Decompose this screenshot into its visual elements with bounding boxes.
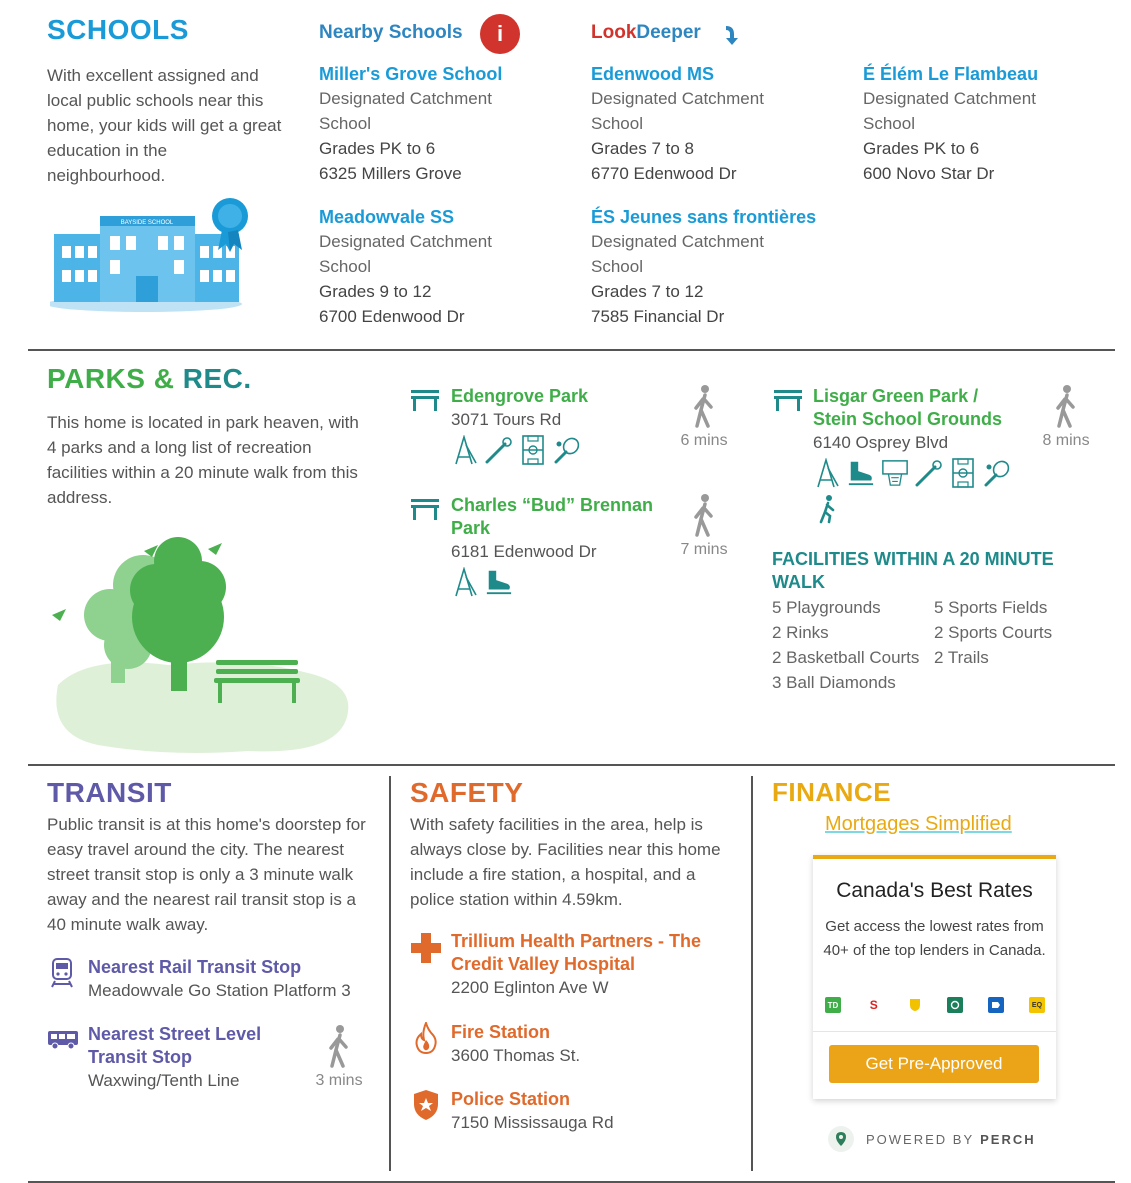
eq-bank-logo-icon: EQ <box>1029 997 1045 1013</box>
park-facility-icons <box>451 567 671 597</box>
skate-icon <box>847 458 875 488</box>
card-body: Get access the lowest rates from 40+ of the top lenders in Canada. <box>823 918 1046 959</box>
school-type: Designated Catchment <box>591 89 764 108</box>
school-name[interactable]: É Élém Le Flambeau <box>863 64 1039 84</box>
walking-person-icon <box>689 493 719 537</box>
park-address: 6140 Osprey Blvd <box>813 433 949 452</box>
fire-station-address: 3600 Thomas St. <box>451 1046 581 1065</box>
school-name[interactable]: Miller's Grove School <box>319 64 503 84</box>
divider <box>28 349 1115 351</box>
park-name-cont[interactable]: Park <box>451 518 491 538</box>
rail-stop-address: Meadowvale Go Station Platform 3 <box>88 981 351 1000</box>
baseball-icon <box>915 458 943 488</box>
park-name[interactable]: Charles “Bud” Brennan <box>451 495 654 515</box>
hospital-cross-icon <box>410 932 442 964</box>
park-facility-icons <box>451 435 661 465</box>
lookdeeper-part-deeper: Deeper <box>636 22 701 43</box>
school-sign-text: BAYSIDE SCHOOL <box>120 220 174 226</box>
card-divider <box>813 1031 1056 1032</box>
arrow-down-icon <box>722 24 740 46</box>
school-type: Designated Catchment <box>319 232 492 251</box>
powered-by-prefix: POWERED BY <box>866 1131 975 1147</box>
school-address: 7585 Financial Dr <box>591 307 725 326</box>
police-station-item[interactable] <box>451 1088 741 1134</box>
playground-icon <box>451 567 479 597</box>
fire-station-name[interactable]: Fire Station <box>451 1022 551 1042</box>
rates-card <box>813 855 1056 1099</box>
park-name-cont[interactable]: Stein School Grounds <box>813 409 1003 429</box>
school-card[interactable] <box>591 62 831 186</box>
parks-title-part1: PARKS <box>47 363 146 394</box>
sports-field-icon <box>519 435 547 465</box>
school-address: 6770 Edenwood Dr <box>591 164 737 183</box>
school-type: Designated Catchment <box>591 232 764 251</box>
rail-transit-stop[interactable] <box>88 956 378 1002</box>
school-address: 6700 Edenwood Dr <box>319 307 465 326</box>
hsbc-logo-icon <box>947 997 963 1013</box>
lookdeeper-part-look: Look <box>591 22 637 43</box>
train-icon <box>50 957 74 989</box>
tennis-icon <box>983 458 1011 488</box>
schools-title: SCHOOLS <box>47 14 189 45</box>
baseball-icon <box>485 435 513 465</box>
school-name[interactable]: Edenwood MS <box>591 64 714 84</box>
police-station-name[interactable]: Police Station <box>451 1089 571 1109</box>
hospital-name[interactable]: Trillium Health Partners - The <box>451 931 702 951</box>
facility-count: 2 Rinks <box>772 623 829 642</box>
lookdeeper-link[interactable] <box>591 22 701 44</box>
lender-logos <box>825 997 1045 1013</box>
facility-count: 2 Sports Courts <box>934 623 1053 642</box>
school-address: 6325 Millers Grove <box>319 164 462 183</box>
divider <box>389 776 391 1171</box>
park-name[interactable]: Lisgar Green Park / <box>813 386 979 406</box>
facility-count: 2 Basketball Courts <box>772 648 920 667</box>
school-card[interactable] <box>319 62 559 186</box>
facility-count: 5 Playgrounds <box>772 598 881 617</box>
walk-time <box>672 384 736 450</box>
park-item[interactable] <box>813 385 1045 524</box>
tennis-icon <box>553 435 581 465</box>
park-facility-icons <box>813 458 1023 524</box>
walk-minutes: 6 mins <box>680 432 728 449</box>
park-illustration <box>48 535 353 757</box>
scotiabank-logo-icon: S <box>866 997 882 1013</box>
parks-description: This home is located in park heaven, with 4 parks and a long list of recreation facilities within a 20 minute walk from this address. <box>47 413 359 507</box>
nearby-schools-label: Nearby Schools <box>319 22 463 43</box>
transit-description: Public transit is at this home's doorstep for easy travel around the city. The nearest street transit stop is only a 3 minute walk away and the nearest rail transit stop is a 40 minute walk away. <box>47 815 366 934</box>
skate-icon <box>485 567 513 597</box>
cibc-logo-icon <box>907 997 923 1013</box>
school-type-cont: School <box>863 114 915 133</box>
walk-minutes: 3 mins <box>315 1072 363 1089</box>
powered-by-perch[interactable] <box>828 1126 1036 1152</box>
school-name[interactable]: Meadowvale SS <box>319 207 455 227</box>
park-address: 3071 Tours Rd <box>451 410 562 429</box>
parks-title-part2: REC. <box>182 363 252 394</box>
street-stop-title-cont[interactable]: Transit Stop <box>88 1047 193 1067</box>
safety-title: SAFETY <box>410 777 524 808</box>
divider <box>28 764 1115 766</box>
bench-icon <box>410 497 440 521</box>
bus-icon <box>47 1030 79 1050</box>
trail-icon <box>813 494 841 524</box>
mortgages-simplified-link[interactable]: Mortgages Simplified <box>825 813 1012 835</box>
bench-icon <box>773 388 803 412</box>
park-name[interactable]: Edengrove Park <box>451 386 589 406</box>
walk-time <box>672 493 736 559</box>
basketball-icon <box>881 458 909 488</box>
facilities-summary <box>772 548 1092 695</box>
facility-count: 5 Sports Fields <box>934 598 1048 617</box>
street-stop-address: Waxwing/Tenth Line <box>88 1071 240 1090</box>
parks-title-amp: & <box>153 363 175 394</box>
rail-stop-title[interactable]: Nearest Rail Transit Stop <box>88 957 302 977</box>
facility-count: 3 Ball Diamonds <box>772 673 896 692</box>
school-grades: Grades 7 to 12 <box>591 282 704 301</box>
bench-icon <box>410 388 440 412</box>
schools-description: With excellent assigned and local public schools near this home, your kids will get a great education in the neighbourhood. <box>47 66 282 185</box>
td-logo-icon: TD <box>825 997 841 1013</box>
divider <box>751 776 753 1171</box>
school-grades: Grades PK to 6 <box>319 139 436 158</box>
school-card[interactable] <box>863 62 1103 186</box>
sports-field-icon <box>949 458 977 488</box>
school-card[interactable] <box>591 205 831 329</box>
facility-count: 2 Trails <box>934 648 989 667</box>
perch-logo-icon <box>828 1126 854 1152</box>
desjardins-logo-icon <box>988 997 1004 1013</box>
school-type: Designated Catchment <box>863 89 1036 108</box>
safety-description: With safety facilities in the area, help is always close by. Facilities near this home include a fire station, a hospital, and a police station within 4.59km. <box>410 815 721 909</box>
walk-time <box>307 1024 371 1090</box>
police-station-address: 7150 Mississauga Rd <box>451 1113 614 1132</box>
info-icon[interactable]: i <box>480 14 520 54</box>
finance-title: FINANCE <box>772 777 892 807</box>
card-title: Canada's Best Rates <box>836 879 1033 902</box>
hospital-name-cont[interactable]: Credit Valley Hospital <box>451 954 636 974</box>
school-card[interactable] <box>319 205 559 329</box>
street-transit-stop[interactable] <box>88 1023 298 1092</box>
school-grades: Grades 7 to 8 <box>591 139 695 158</box>
walking-person-icon <box>1051 384 1081 428</box>
walking-person-icon <box>689 384 719 428</box>
fire-station-item[interactable] <box>451 1021 741 1067</box>
school-name[interactable]: ÉS Jeunes sans frontières <box>591 207 817 227</box>
walk-minutes: 7 mins <box>680 541 728 558</box>
school-building-illustration <box>50 188 255 316</box>
hospital-address: 2200 Eglinton Ave W <box>451 978 609 997</box>
playground-icon <box>451 435 479 465</box>
street-stop-title[interactable]: Nearest Street Level <box>88 1024 262 1044</box>
facilities-title: FACILITIES WITHIN A 20 MINUTE <box>772 549 1054 569</box>
park-item[interactable] <box>451 494 671 597</box>
school-address: 600 Novo Star Dr <box>863 164 995 183</box>
park-address: 6181 Edenwood Dr <box>451 542 597 561</box>
school-grades: Grades PK to 6 <box>863 139 980 158</box>
transit-title: TRANSIT <box>47 777 172 808</box>
school-type: Designated Catchment <box>319 89 492 108</box>
school-type-cont: School <box>591 257 643 276</box>
facilities-title-cont: WALK <box>772 572 825 592</box>
park-item[interactable] <box>451 385 661 465</box>
police-shield-icon <box>413 1089 439 1121</box>
walk-time <box>1034 384 1098 450</box>
school-grades: Grades 9 to 12 <box>319 282 432 301</box>
perch-brand: PERCH <box>980 1131 1036 1147</box>
school-type-cont: School <box>319 114 371 133</box>
hospital-item[interactable] <box>451 930 741 999</box>
playground-icon <box>813 458 841 488</box>
school-type-cont: School <box>591 114 643 133</box>
get-pre-approved-button[interactable]: Get Pre-Approved <box>829 1045 1039 1083</box>
parks-title <box>47 363 252 395</box>
school-type-cont: School <box>319 257 371 276</box>
walk-minutes: 8 mins <box>1042 432 1090 449</box>
fire-icon <box>415 1022 437 1054</box>
walking-person-icon <box>324 1024 354 1068</box>
